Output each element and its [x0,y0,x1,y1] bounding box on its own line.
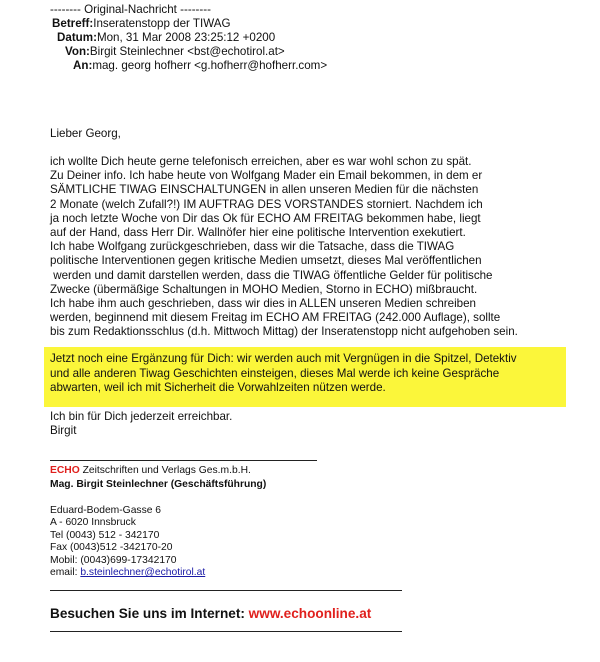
highlight-line: Jetzt noch eine Ergänzung für Dich: wir werden auch mit Vergnügen in die Spitzel, Detektiv [50,352,517,365]
email-label: email: [50,567,81,579]
paragraph-line: Zu Deiner info. Ich habe heute von Wolfgang Mader ein Email bekommen, in dem er [50,169,483,183]
signature-address [50,505,205,579]
paragraph-line: ja noch letzte Woche von Dir das Ok für ECHO AM FREITAG bekommen habe, liegt [50,211,481,225]
highlight-line: abwarten, weil ich mit Sicherheit die Vorwahlzeiten nützen werde. [50,381,386,395]
paragraph-line: bis zum Redaktionsschlus (d.h. Mittwoch Mittag) der Inseratenstopp nicht aufgehoben sein. [50,325,518,339]
phone-number: Tel (0043) 512 - 342170 [50,529,160,541]
paragraph-line: ich wollte Dich heute gerne telefonisch erreichen, aber es war wohl schon zu spät. [50,155,472,168]
highlight-line: und alle anderen Tiwag Geschichten einsteigen, dieses Mal werde ich keine Gespräche [50,366,500,380]
header-to-value: mag. georg hofherr <g.hofherr@hofherr.com> [92,59,328,72]
paragraph-line: SÄMTLICHE TIWAG EINSCHALTUNGEN in allen unseren Medien für die nächsten [50,183,479,197]
header-date-label: Datum: [57,31,97,44]
fax-number: Fax (0043)512 -342170-20 [50,542,173,554]
header-subject-label: Betreff: [52,17,94,30]
header-subject-value: Inseratenstopp der TIWAG [93,17,231,30]
paragraph-line: 2 Monate (welch Zufall?!) IM AUFTRAG DES VORSTANDES storniert. Nachdem ich [50,197,483,211]
paragraph-line: auf der Hand, dass Herr Dir. Wallnöfer hier eine politische Intervention exekutiert. [50,226,466,240]
closing-line: Ich bin für Dich jederzeit erreichbar. [50,410,233,423]
company-name-rest: Zeitschriften und Verlags Ges.m.b.H. [79,465,251,476]
paragraph-line: werden, beginnend mit diesem Freitag im ECHO AM FREITAG (242.000 Auflage), sollte [50,311,501,325]
header-from-value: Birgit Steinlechner <bst@echotirol.at> [89,45,285,58]
closing [50,410,232,438]
signature-name-title: Mag. Birgit Steinlechner (Geschäftsführung) [50,479,267,490]
website-link[interactable]: www.echoonline.at [248,606,372,621]
address-street: Eduard-Bodem-Gasse 6 [50,505,162,516]
email-link[interactable]: b.steinlechner@echotirol.at [80,567,206,579]
message-paragraph [50,155,518,340]
header-to [73,59,327,73]
mobile-number: Mobil: (0043)699-17342170 [50,554,177,566]
highlighted-paragraph [50,352,517,396]
paragraph-line: werden und damit darstellen werden, dass die TIWAG öffentliche Gelder für politische [50,268,493,282]
header-from-label: Von: [65,45,90,58]
sender-first-name: Birgit [50,424,77,438]
header-subject [52,17,231,31]
email-row [50,567,205,579]
header-date-value: Mon, 31 Mar 2008 23:25:12 +0200 [96,31,276,44]
echo-brand: ECHO [50,465,80,476]
paragraph-line: Zwecke (übermäßige Schaltungen in MOHO Medien, Storno in ECHO) mißbraucht. [50,282,478,296]
paragraph-line: Ich habe ihm auch geschrieben, dass wir dies in ALLEN unseren Medien schreiben [50,297,476,311]
website-label: Besuchen Sie uns im Internet: [50,606,249,621]
header-date [57,31,275,45]
paragraph-line: Ich habe Wolfgang zurückgeschrieben, dass wir die Tatsache, dass die TIWAG [50,240,455,254]
signature-divider [50,460,317,461]
greeting: Lieber Georg, [50,127,121,140]
paragraph-line: politische Interventionen gegen kritische Medien umsetzt, dieses Mal veröffentlichen [50,254,482,268]
web-divider-bottom [50,631,402,632]
web-divider-top [50,590,402,591]
company-name [50,465,251,477]
header-from [65,45,285,59]
original-message-separator: -------- Original-Nachricht -------- [50,3,211,16]
website-row [50,606,371,621]
address-city: A - 6020 Innsbruck [50,517,136,529]
header-to-label: An: [73,59,93,72]
